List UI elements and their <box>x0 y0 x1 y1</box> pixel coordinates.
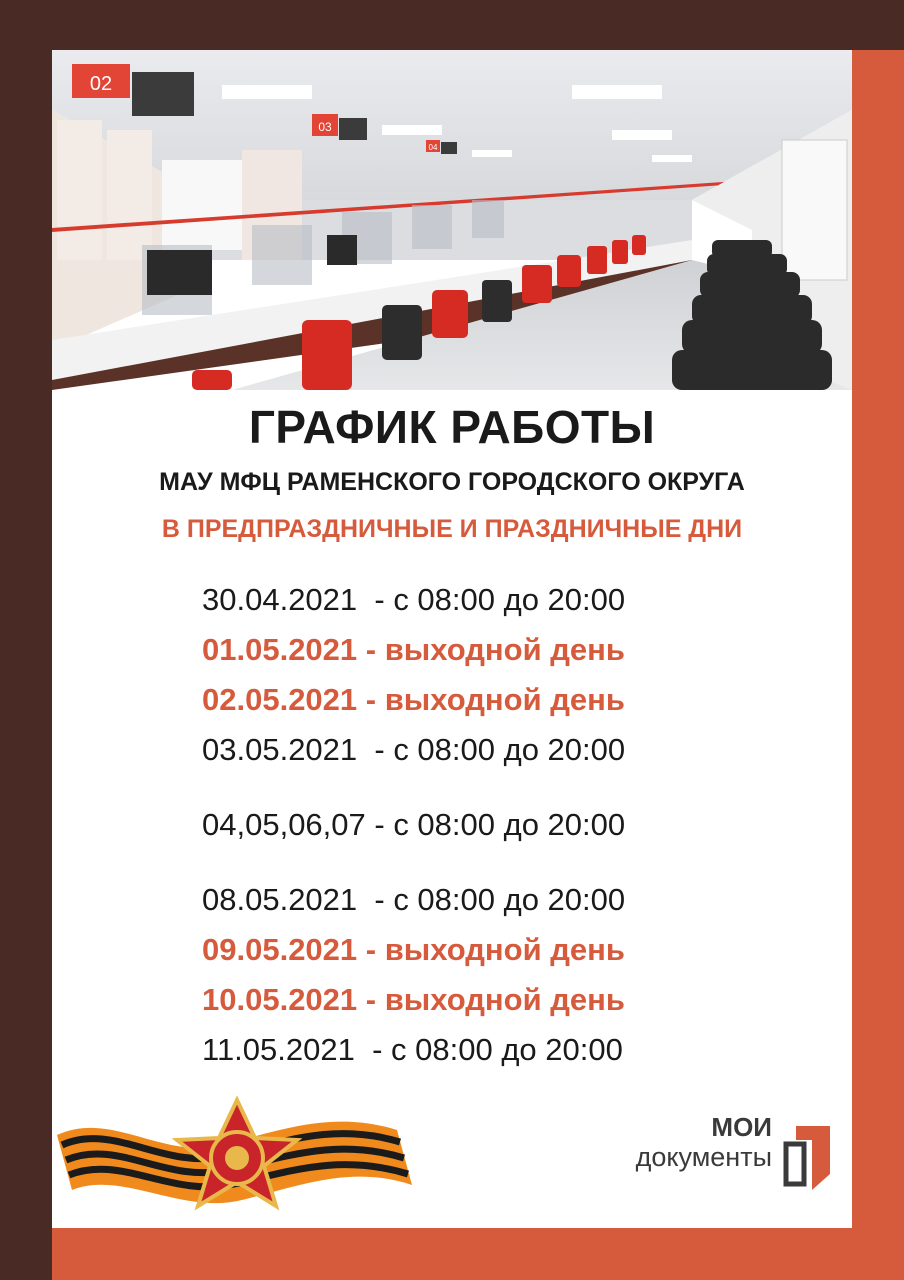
victory-ribbon-emblem <box>52 1090 422 1235</box>
moi-dokumenty-logo-icon <box>782 1122 834 1199</box>
schedule-row: 11.05.2021 - с 08:00 до 20:00 <box>202 1032 623 1067</box>
logo-text-line1: МОИ <box>711 1112 772 1142</box>
star-order-icon <box>52 1090 422 1230</box>
organization-name: МАУ МФЦ РАМЕНСКОГО ГОРОДСКОГО ОКРУГА <box>159 468 745 496</box>
svg-text:02: 02 <box>89 73 113 95</box>
frame-bottom <box>0 1228 904 1280</box>
svg-text:04: 04 <box>428 143 438 152</box>
schedule-row: 03.05.2021 - с 08:00 до 20:00 <box>202 732 626 767</box>
office-photo-illustration <box>52 50 852 390</box>
schedule-row: 04,05,06,07 - с 08:00 до 20:00 <box>202 807 626 842</box>
frame-left <box>0 0 52 1280</box>
logo-text-line2: документы <box>635 1142 772 1172</box>
schedule-row: 30.04.2021 - с 08:00 до 20:00 <box>202 582 626 617</box>
svg-text:03: 03 <box>318 120 332 134</box>
schedule-period: В ПРЕДПРАЗДНИЧНЫЕ И ПРАЗДНИЧНЫЕ ДНИ <box>161 515 743 543</box>
schedule-row-holiday: 09.05.2021 - выходной день <box>202 932 625 967</box>
frame-right <box>852 50 904 1280</box>
office-photo <box>52 50 852 390</box>
poster <box>52 50 852 1228</box>
page-title: ГРАФИК РАБОТЫ <box>248 401 656 453</box>
frame-bottom-left <box>0 1228 52 1280</box>
schedule-row-holiday: 01.05.2021 - выходной день <box>202 632 625 667</box>
schedule-row-holiday: 02.05.2021 - выходной день <box>202 682 625 717</box>
schedule-row: 08.05.2021 - с 08:00 до 20:00 <box>202 882 626 917</box>
frame-top <box>0 0 904 50</box>
schedule-row-holiday: 10.05.2021 - выходной день <box>202 982 625 1017</box>
